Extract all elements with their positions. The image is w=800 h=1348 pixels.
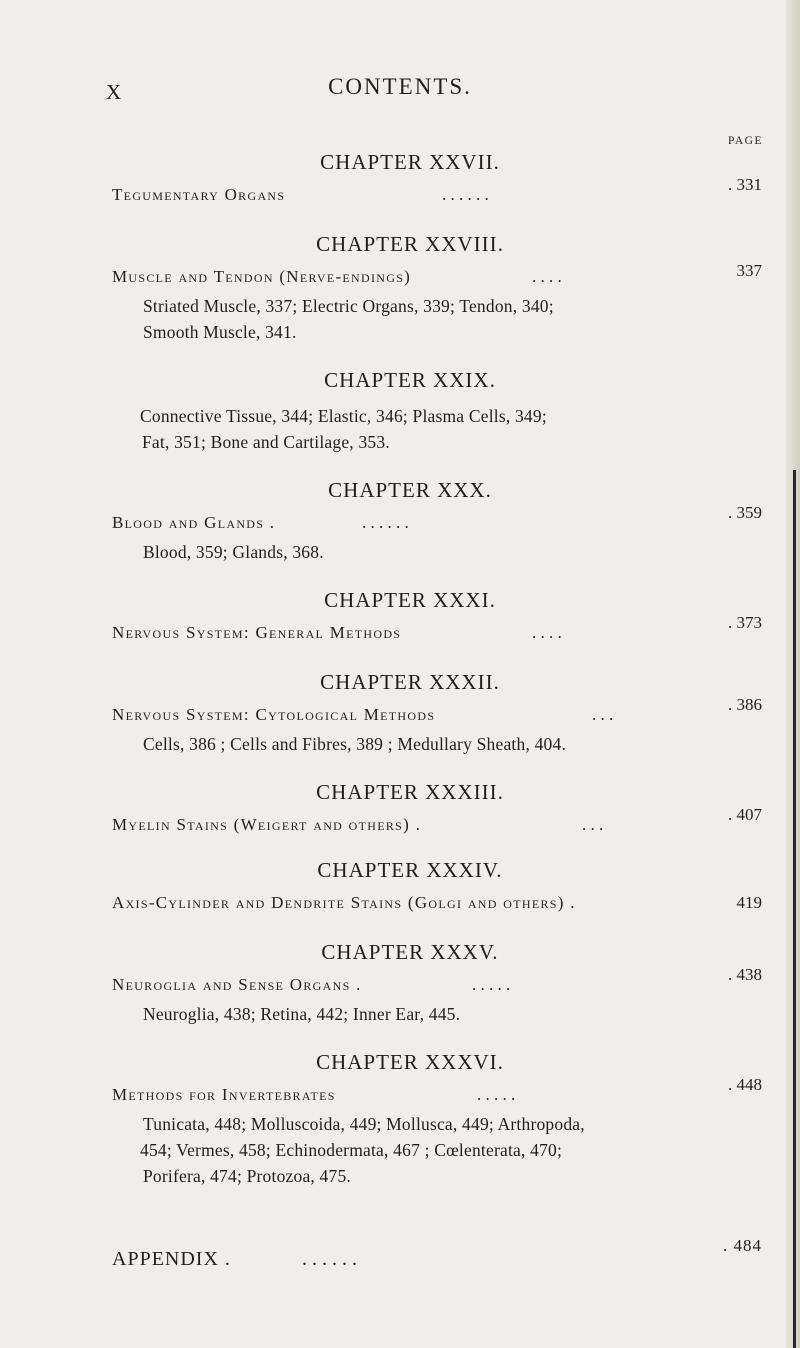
leader-dots: . . . .	[532, 623, 562, 642]
entry-subtopics	[143, 731, 763, 757]
leader-dots: . . . . .	[477, 1085, 516, 1104]
subtopic-line: Cells, 386 ; Cells and Fibres, 389 ; Medullary Sheath, 404.	[143, 734, 567, 754]
chapter-block	[0, 780, 800, 841]
chapter-block	[0, 150, 800, 211]
chapter-title: CHAPTER XXXI.	[324, 588, 496, 612]
chapter-title: CHAPTER XXXIV.	[317, 858, 503, 882]
toc-entry[interactable]	[112, 805, 762, 841]
entry-subtopics	[143, 539, 763, 565]
chapter-title: CHAPTER XXXV.	[321, 940, 499, 964]
subtopic-line: Porifera, 474; Protozoa, 475.	[143, 1166, 351, 1186]
leader-dots: . . . . . .	[302, 1248, 357, 1270]
page-number-roman: X	[106, 80, 123, 104]
leader-dots: . . . .	[532, 267, 562, 286]
toc-entry[interactable]	[112, 503, 762, 539]
subtopic-line: Tunicata, 448; Molluscoida, 449; Mollusca, 449; Arthropoda,	[143, 1114, 585, 1134]
chapter-block	[0, 858, 800, 919]
entry-page: . 373	[728, 613, 762, 632]
appendix-page: . 484	[723, 1236, 762, 1255]
entry-subtopics	[140, 1111, 763, 1189]
subtopic-line: Fat, 351; Bone and Cartilage, 353.	[142, 432, 390, 452]
subtopic-line: Blood, 359; Glands, 368.	[143, 542, 324, 562]
leader-dots: . . .	[592, 705, 614, 724]
chapter-title: CHAPTER XXXIII.	[316, 780, 504, 804]
chapter-block	[0, 232, 800, 345]
toc-entry[interactable]	[112, 695, 762, 731]
leader-dots: . . . . .	[472, 975, 511, 994]
entry-subtopics	[142, 403, 762, 455]
chapter-block	[0, 588, 800, 649]
subtopic-line: 454; Vermes, 458; Echinodermata, 467 ; Cœlenterata, 470;	[140, 1140, 563, 1160]
entry-page: . 438	[728, 965, 762, 984]
entry-title: Nervous System: Cytological Methods	[112, 705, 436, 724]
chapter-block	[0, 478, 800, 565]
subtopic-line: Striated Muscle, 337; Electric Organs, 339; Tendon, 340;	[143, 296, 554, 316]
entry-title: Myelin Stains (Weigert and others) .	[112, 815, 422, 834]
entry-title: Axis-Cylinder and Dendrite Stains (Golgi and others) .	[112, 893, 576, 912]
entry-page: 337	[736, 261, 762, 280]
entry-page: . 448	[728, 1075, 762, 1094]
running-title: CONTENTS.	[328, 74, 472, 99]
chapter-title: CHAPTER XXVII.	[320, 150, 500, 174]
toc-entry[interactable]	[112, 175, 762, 211]
leader-dots: . . . . . .	[442, 185, 489, 204]
toc-entry[interactable]	[112, 613, 762, 649]
entry-title: Neuroglia and Sense Organs .	[112, 975, 362, 994]
toc-entry[interactable]	[112, 965, 762, 1001]
entry-title: Blood and Glands .	[112, 513, 276, 532]
chapter-title: CHAPTER XXX.	[328, 478, 492, 502]
chapter-block	[0, 940, 800, 1027]
entry-title: Nervous System: General Methods	[112, 623, 402, 642]
entry-page: 419	[736, 893, 762, 912]
entry-page: . 331	[728, 175, 762, 194]
entry-title: Muscle and Tendon (Nerve-endings)	[112, 267, 412, 286]
leader-dots: . . .	[582, 815, 604, 834]
toc-entry[interactable]	[112, 1075, 762, 1111]
appendix-label: APPENDIX .	[112, 1248, 231, 1270]
page-column-label: PAGE	[728, 135, 763, 147]
entry-page: . 359	[728, 503, 762, 522]
subtopic-line: Connective Tissue, 344; Elastic, 346; Plasma Cells, 349;	[140, 406, 547, 426]
leader-dots: . . . . . .	[362, 513, 409, 532]
chapter-title: CHAPTER XXXII.	[320, 670, 500, 694]
chapter-title: CHAPTER XXXVI.	[316, 1050, 504, 1074]
chapter-block	[0, 1050, 800, 1189]
chapter-block	[0, 670, 800, 757]
entry-page: . 386	[728, 695, 762, 714]
toc-entry[interactable]	[112, 261, 762, 293]
entry-title: Methods for Invertebrates	[112, 1085, 336, 1104]
subtopic-line: Smooth Muscle, 341.	[143, 322, 297, 342]
toc-entry[interactable]	[112, 893, 762, 919]
entry-page: . 407	[728, 805, 762, 824]
chapter-title: CHAPTER XXVIII.	[316, 232, 504, 256]
entry-title: Tegumentary Organs	[112, 185, 286, 204]
entry-subtopics	[143, 1001, 763, 1027]
chapter-block	[0, 368, 800, 455]
entry-subtopics	[143, 293, 763, 345]
chapter-title: CHAPTER XXIX.	[324, 368, 496, 392]
appendix-entry[interactable]	[112, 1236, 762, 1278]
subtopic-line: Neuroglia, 438; Retina, 442; Inner Ear, 445.	[143, 1004, 461, 1024]
